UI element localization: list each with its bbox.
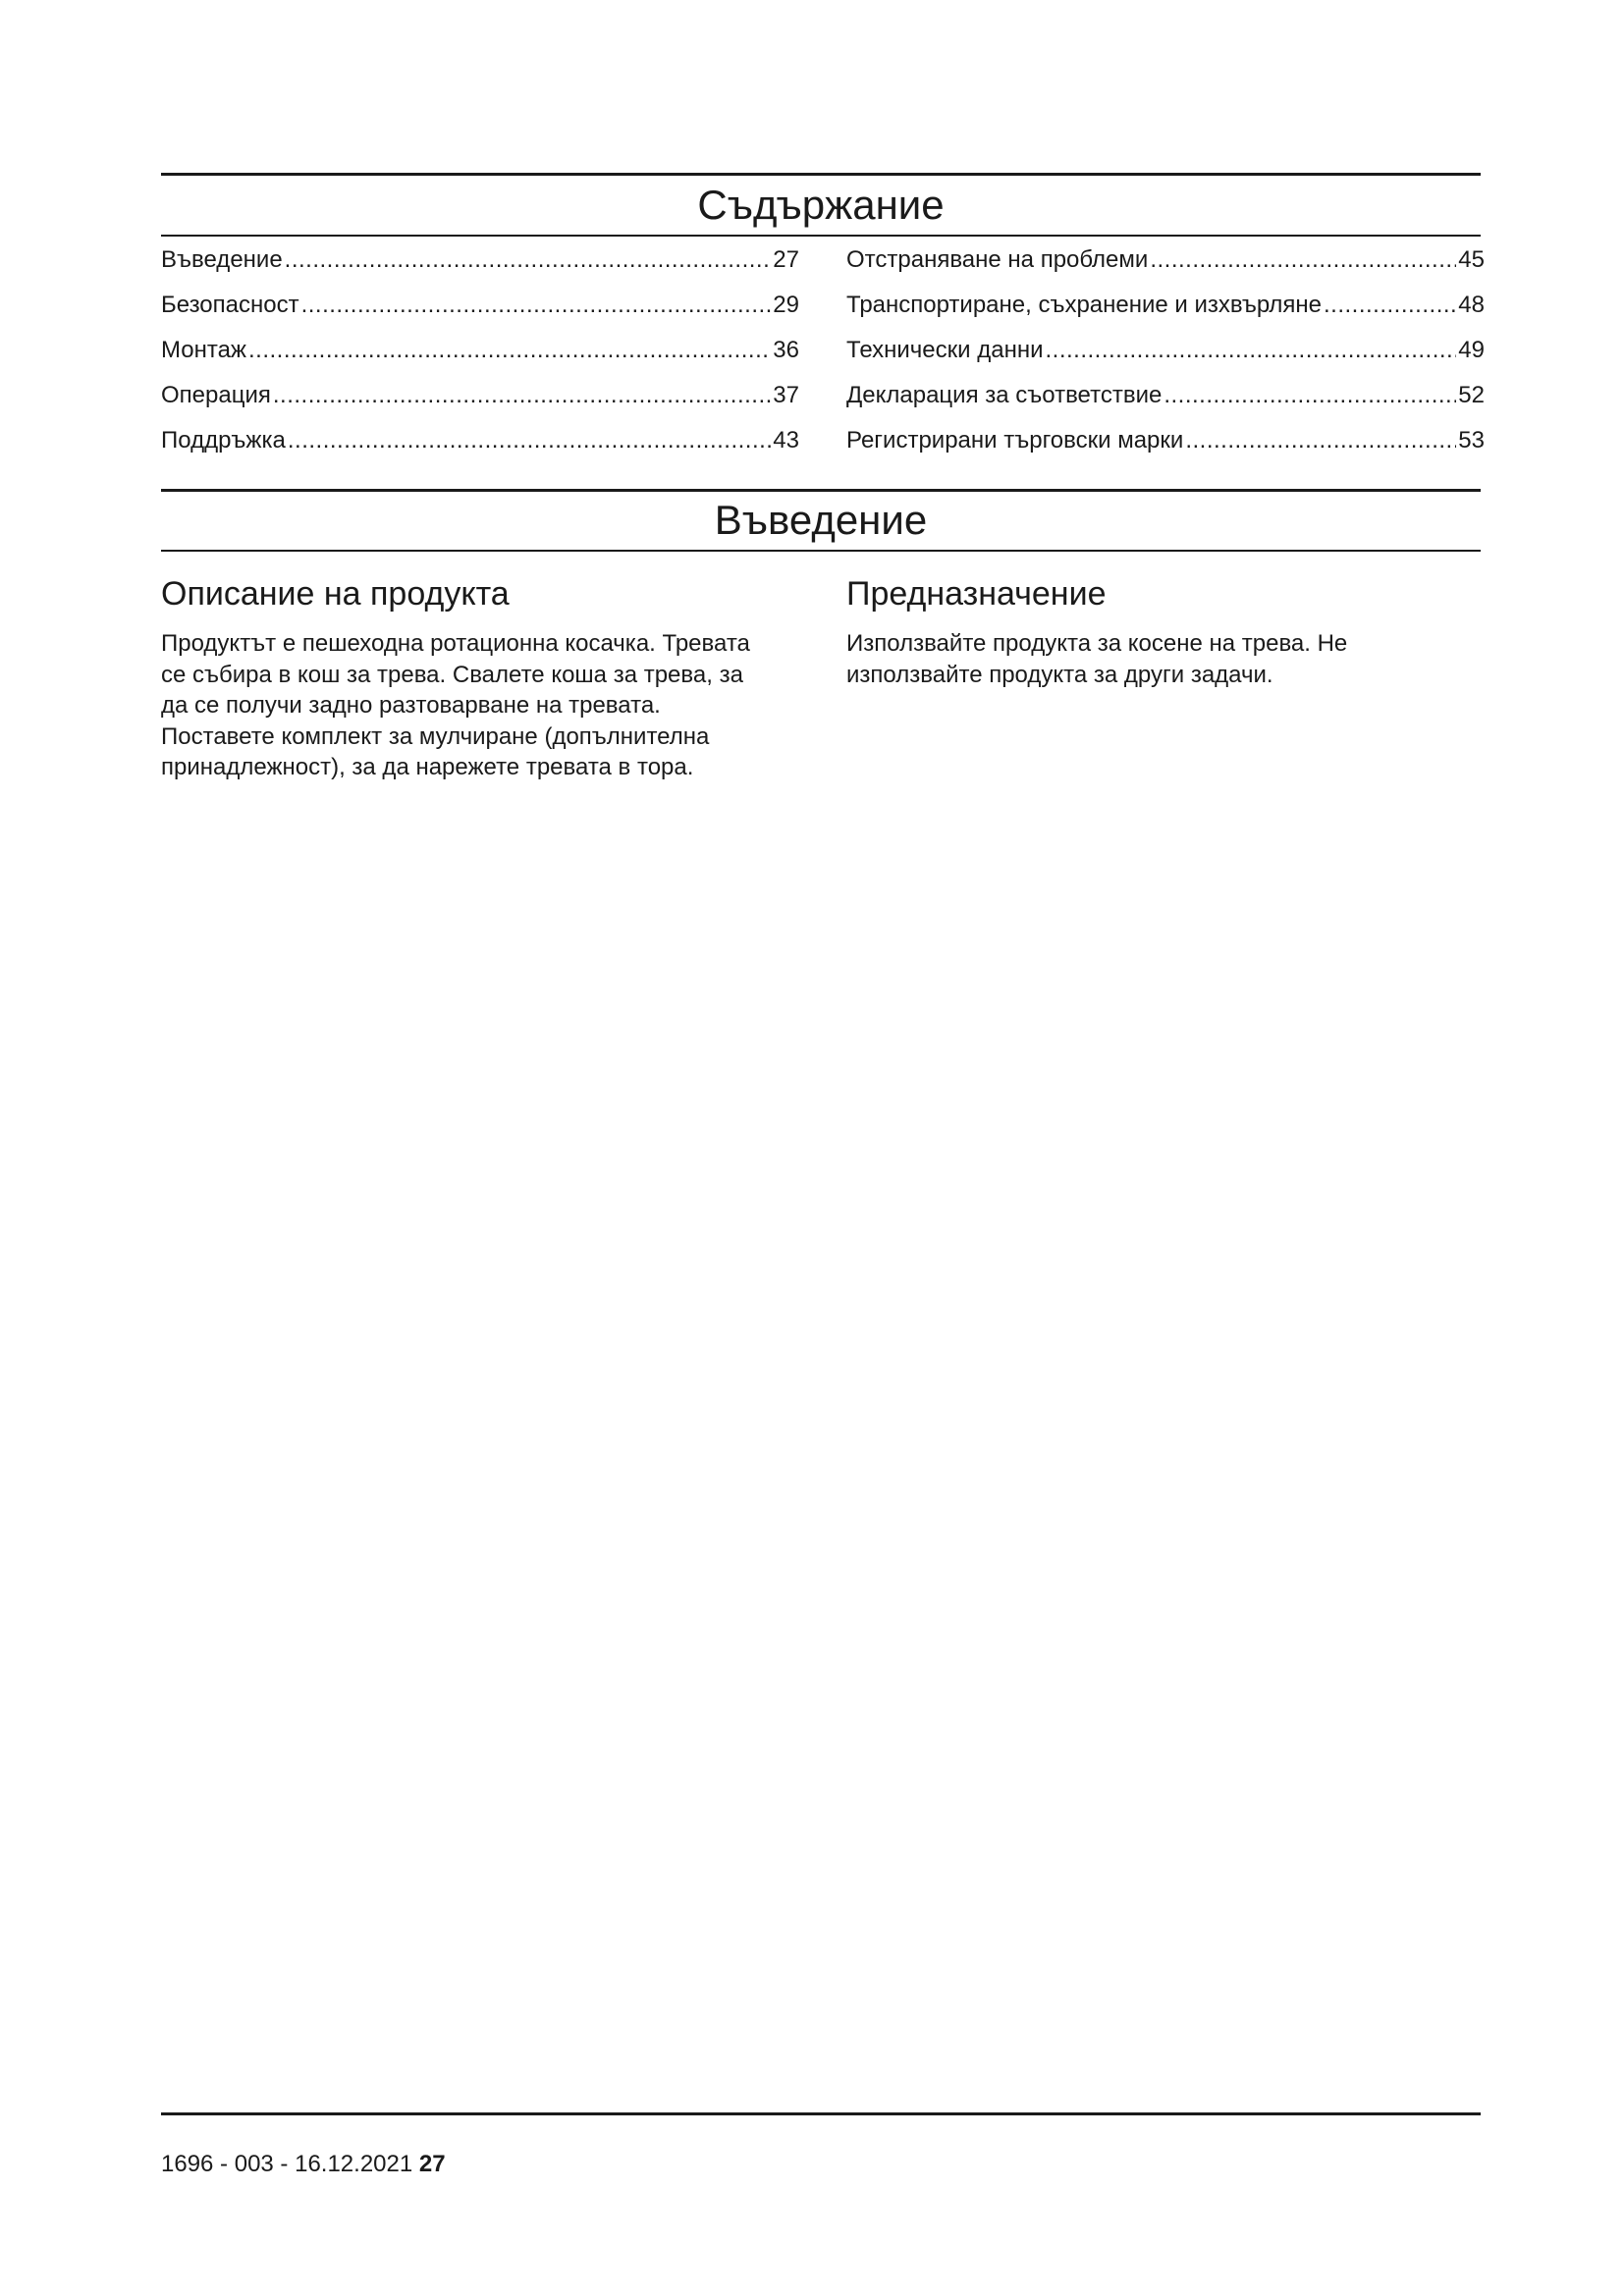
toc-entry-page: 36 <box>773 337 799 363</box>
toc-entry-page: 37 <box>773 382 799 408</box>
toc-entry-label: Поддръжка <box>161 427 286 454</box>
toc-entry-page: 49 <box>1458 337 1485 363</box>
toc-entry-page: 48 <box>1458 292 1485 318</box>
footer-rule <box>161 2112 1481 2115</box>
toc-leader-dots <box>273 381 771 410</box>
intended-use-heading: Предназначение <box>846 575 1107 613</box>
toc-leader-dots <box>1150 245 1456 275</box>
toc-entry[interactable] <box>846 245 1485 291</box>
toc-entry-label: Транспортиране, съхранение и изхвърляне <box>846 292 1322 318</box>
toc-entry[interactable] <box>161 291 799 336</box>
toc-leader-dots <box>1045 336 1456 365</box>
toc-leader-dots <box>248 336 771 365</box>
product-description-text: Продуктът е пешеходна ротационна косачка. Тревата се събира в кош за трева. Свалете коша за трева, за да се получи задно разтоварване на тревата. Поставете комплект за мулчиране (допълнителна принадлежност), за да нарежете тревата в тора. <box>161 630 750 780</box>
toc-entry[interactable] <box>161 336 799 381</box>
toc-leader-dots <box>285 245 772 275</box>
toc-bottom-rule <box>161 235 1481 237</box>
toc-entry-label: Монтаж <box>161 337 246 363</box>
toc-right-column <box>846 245 1485 471</box>
toc-entry[interactable] <box>846 336 1485 381</box>
toc-entry-page: 27 <box>773 246 799 273</box>
toc-left-column <box>161 245 799 471</box>
toc-entry-label: Безопасност <box>161 292 299 318</box>
toc-leader-dots <box>1185 426 1456 455</box>
toc-leader-dots <box>1164 381 1456 410</box>
toc-leader-dots <box>1324 291 1456 320</box>
toc-entry[interactable] <box>161 426 799 471</box>
doc-reference: 1696 - 003 - 16.12.2021 <box>161 2151 413 2177</box>
toc-entry-label: Въведение <box>161 246 283 273</box>
toc-entry-page: 43 <box>773 427 799 454</box>
toc-title: Съдържание <box>697 182 945 228</box>
toc-entry-label: Операция <box>161 382 271 408</box>
toc-entry[interactable] <box>161 245 799 291</box>
toc-entry-page: 53 <box>1458 427 1485 454</box>
toc-entry[interactable] <box>846 291 1485 336</box>
toc-entry-page: 45 <box>1458 246 1485 273</box>
toc-top-rule <box>161 173 1481 176</box>
toc-entry[interactable] <box>846 381 1485 426</box>
toc-entry-page: 29 <box>773 292 799 318</box>
page-footer <box>161 2150 446 2179</box>
intro-top-rule <box>161 489 1481 492</box>
toc-entry[interactable] <box>161 381 799 426</box>
intro-title: Въведение <box>714 497 928 543</box>
intro-bottom-rule <box>161 550 1481 552</box>
product-description-heading: Описание на продукта <box>161 575 510 613</box>
toc-entry-label: Регистрирани търговски марки <box>846 427 1184 454</box>
toc-leader-dots <box>301 291 772 320</box>
page-number: 27 <box>418 2151 446 2177</box>
toc-entry-label: Декларация за съответствие <box>846 382 1163 408</box>
toc-entry[interactable] <box>846 426 1485 471</box>
intended-use-text: Използвайте продукта за косене на трева. Не използвайте продукта за други задачи. <box>846 630 1348 688</box>
toc-leader-dots <box>288 426 771 455</box>
toc-entry-label: Технически данни <box>846 337 1044 363</box>
toc-entry-label: Отстраняване на проблеми <box>846 246 1149 273</box>
toc-entry-page: 52 <box>1458 382 1485 408</box>
